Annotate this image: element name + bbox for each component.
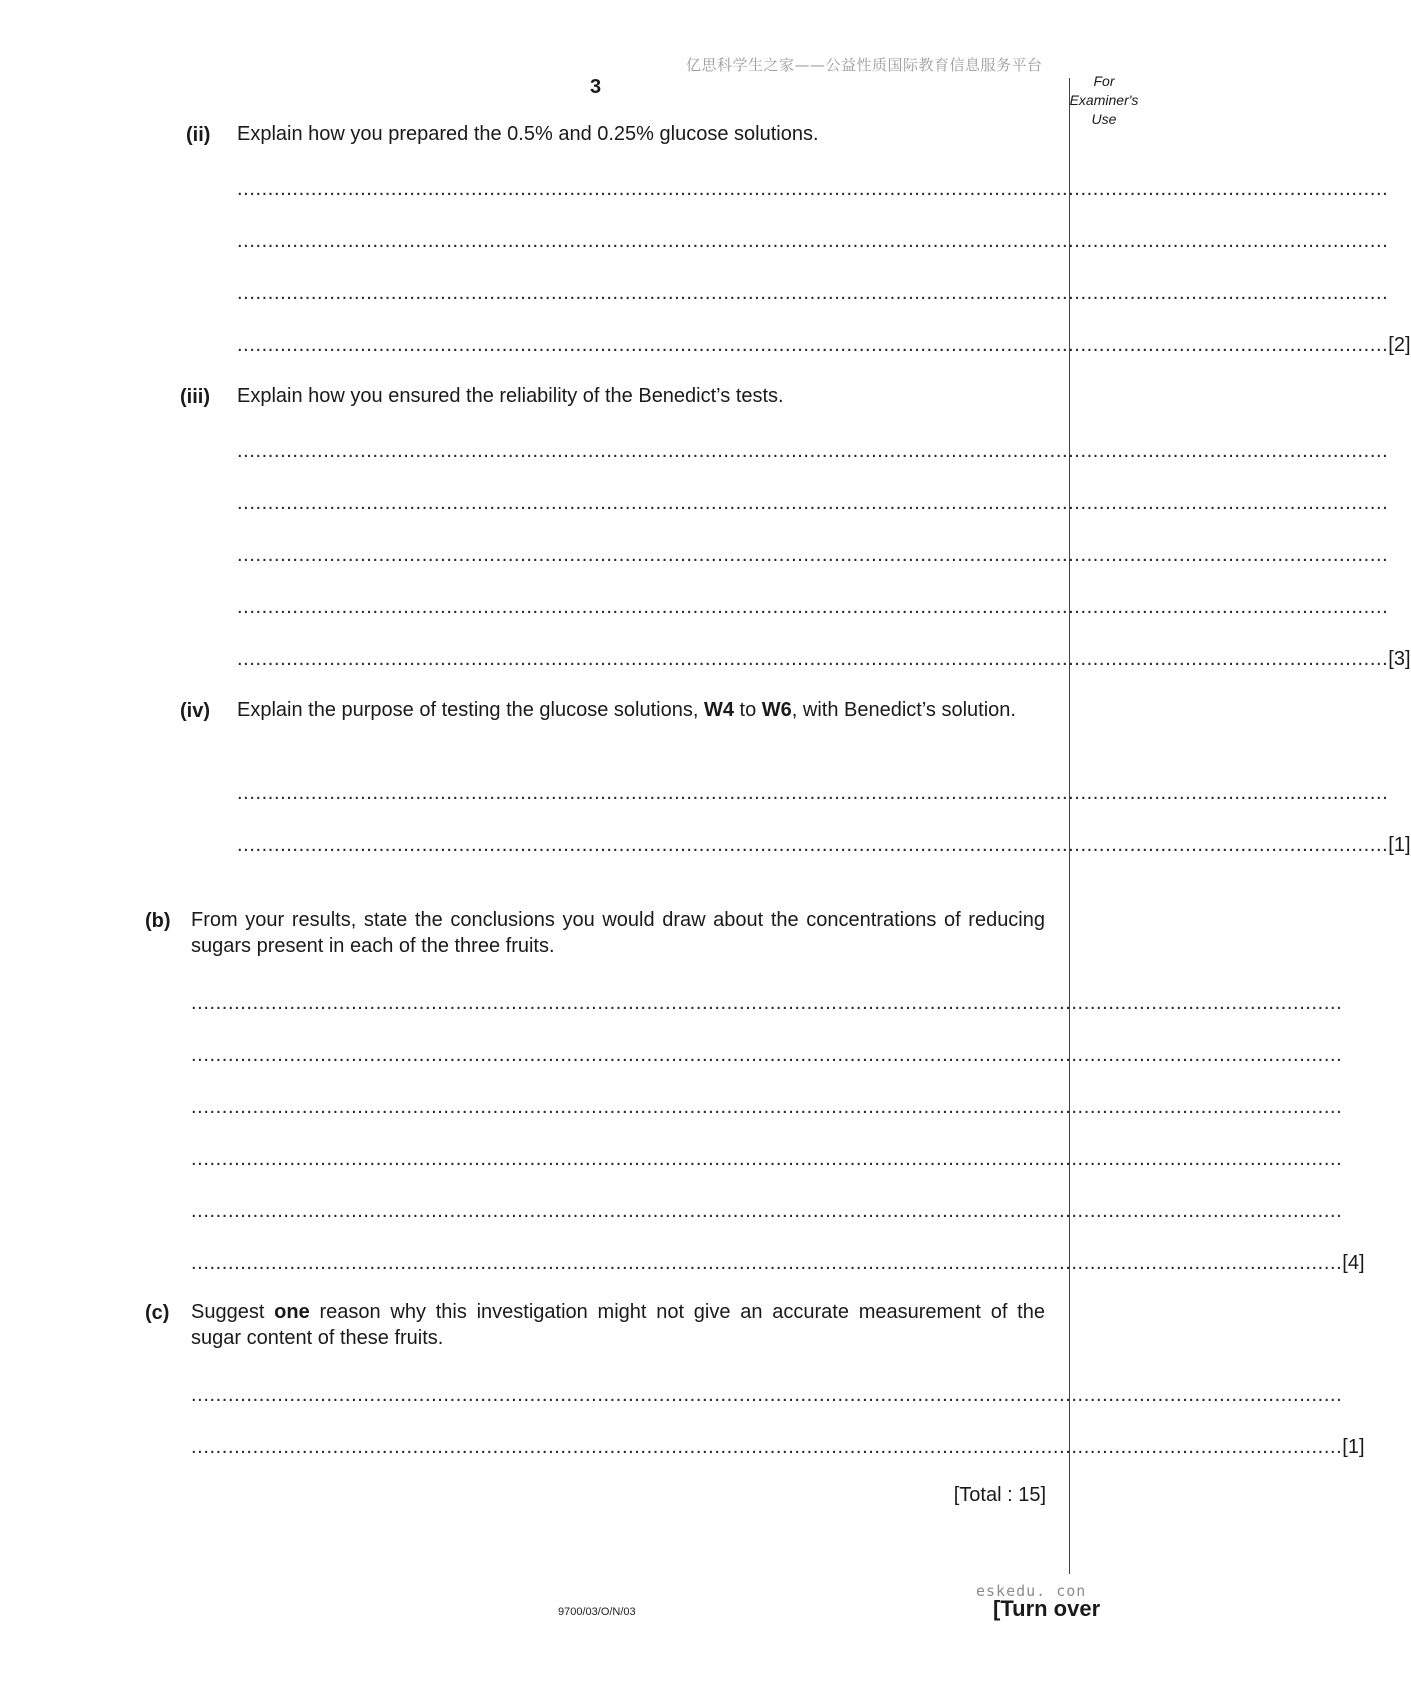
answer-line[interactable]: ........................................................................................................................................................................................... xyxy=(237,544,1389,566)
mark-allocation: [2] xyxy=(1388,334,1411,356)
page-number: 3 xyxy=(590,76,602,98)
turn-over-label: [Turn over xyxy=(993,1596,1101,1621)
question-b-text: From your results, state the conclusions you would draw about the concentrations of reducing sugars present in each of the three fruits. xyxy=(191,909,1045,957)
answer-line[interactable]: ........................................................................................................................................................................................... xyxy=(191,992,1343,1014)
site-watermark: eskedu. con xyxy=(976,1582,1087,1600)
examiner-label-use: Use xyxy=(1091,111,1117,127)
answer-line[interactable]: ........................................................................................................................................................................................... xyxy=(237,440,1389,462)
question-iii-label: (iii) xyxy=(180,386,210,408)
answer-line[interactable]: ........................................................................................................................................................................................... xyxy=(237,782,1389,804)
watermark-text: 亿思科学生之家——公益性质国际教育信息服务平台 xyxy=(686,56,1043,74)
answer-line[interactable]: ........................................................................................................................................................................................... xyxy=(237,596,1389,618)
examiner-use-column xyxy=(1066,72,1142,129)
answer-line-with-mark xyxy=(237,834,1411,856)
mark-allocation: [1] xyxy=(1388,834,1411,856)
answer-line-with-mark xyxy=(191,1436,1365,1458)
question-b-label: (b) xyxy=(145,910,171,932)
answer-line[interactable]: ........................................................................................................................................................................................... xyxy=(191,1436,1343,1458)
question-ii-label: (ii) xyxy=(186,124,211,146)
question-ii-text: Explain how you prepared the 0.5% and 0.25% glucose solutions. xyxy=(237,123,819,145)
question-iv-label: (iv) xyxy=(180,700,210,722)
question-text-part: Suggest xyxy=(191,1301,275,1323)
total-marks: [Total : 15] xyxy=(953,1484,1046,1506)
question-emphasis: one xyxy=(274,1301,310,1323)
question-emphasis: W6 xyxy=(761,699,792,721)
answer-line[interactable]: ........................................................................................................................................................................................... xyxy=(191,1384,1343,1406)
examiner-label-for: For xyxy=(1093,73,1115,89)
question-iii-text: Explain how you ensured the reliability of the Benedict’s tests. xyxy=(237,385,784,407)
question-emphasis: W4 xyxy=(703,699,734,721)
mark-allocation: [4] xyxy=(1342,1252,1365,1274)
question-text-part: , with Benedict’s solution. xyxy=(791,699,1016,721)
answer-line[interactable]: ........................................................................................................................................................................................... xyxy=(237,334,1389,356)
answer-line[interactable]: ........................................................................................................................................................................................... xyxy=(237,230,1389,252)
answer-line[interactable]: ........................................................................................................................................................................................... xyxy=(237,834,1389,856)
answer-line[interactable]: ........................................................................................................................................................................................... xyxy=(191,1044,1343,1066)
question-text-part: Explain the purpose of testing the glucose solutions, xyxy=(237,699,704,721)
answer-line[interactable]: ........................................................................................................................................................................................... xyxy=(237,282,1389,304)
mark-allocation: [3] xyxy=(1388,648,1411,670)
answer-line[interactable]: ........................................................................................................................................................................................... xyxy=(191,1252,1343,1274)
answer-line[interactable]: ........................................................................................................................................................................................... xyxy=(237,492,1389,514)
paper-code: 9700/03/O/N/03 xyxy=(558,1606,636,1618)
question-c-label: (c) xyxy=(145,1302,170,1324)
answer-line[interactable]: ........................................................................................................................................................................................... xyxy=(237,178,1389,200)
mark-allocation: [1] xyxy=(1342,1436,1365,1458)
question-text-part: to xyxy=(733,699,762,721)
question-text-part: reason why this investigation might not give an accurate measurement of the sugar content of these fruits. xyxy=(191,1301,1045,1349)
question-iv-text xyxy=(237,697,1045,723)
answer-line-with-mark xyxy=(237,648,1411,670)
answer-line[interactable]: ........................................................................................................................................................................................... xyxy=(191,1148,1343,1170)
answer-line-with-mark xyxy=(191,1252,1365,1274)
examiner-label-examiners: Examiner's xyxy=(1069,92,1139,108)
question-c-text xyxy=(191,1299,1045,1351)
answer-line[interactable]: ........................................................................................................................................................................................... xyxy=(237,648,1389,670)
answer-line-with-mark xyxy=(237,334,1411,356)
answer-line[interactable]: ........................................................................................................................................................................................... xyxy=(191,1096,1343,1118)
answer-line[interactable]: ........................................................................................................................................................................................... xyxy=(191,1200,1343,1222)
